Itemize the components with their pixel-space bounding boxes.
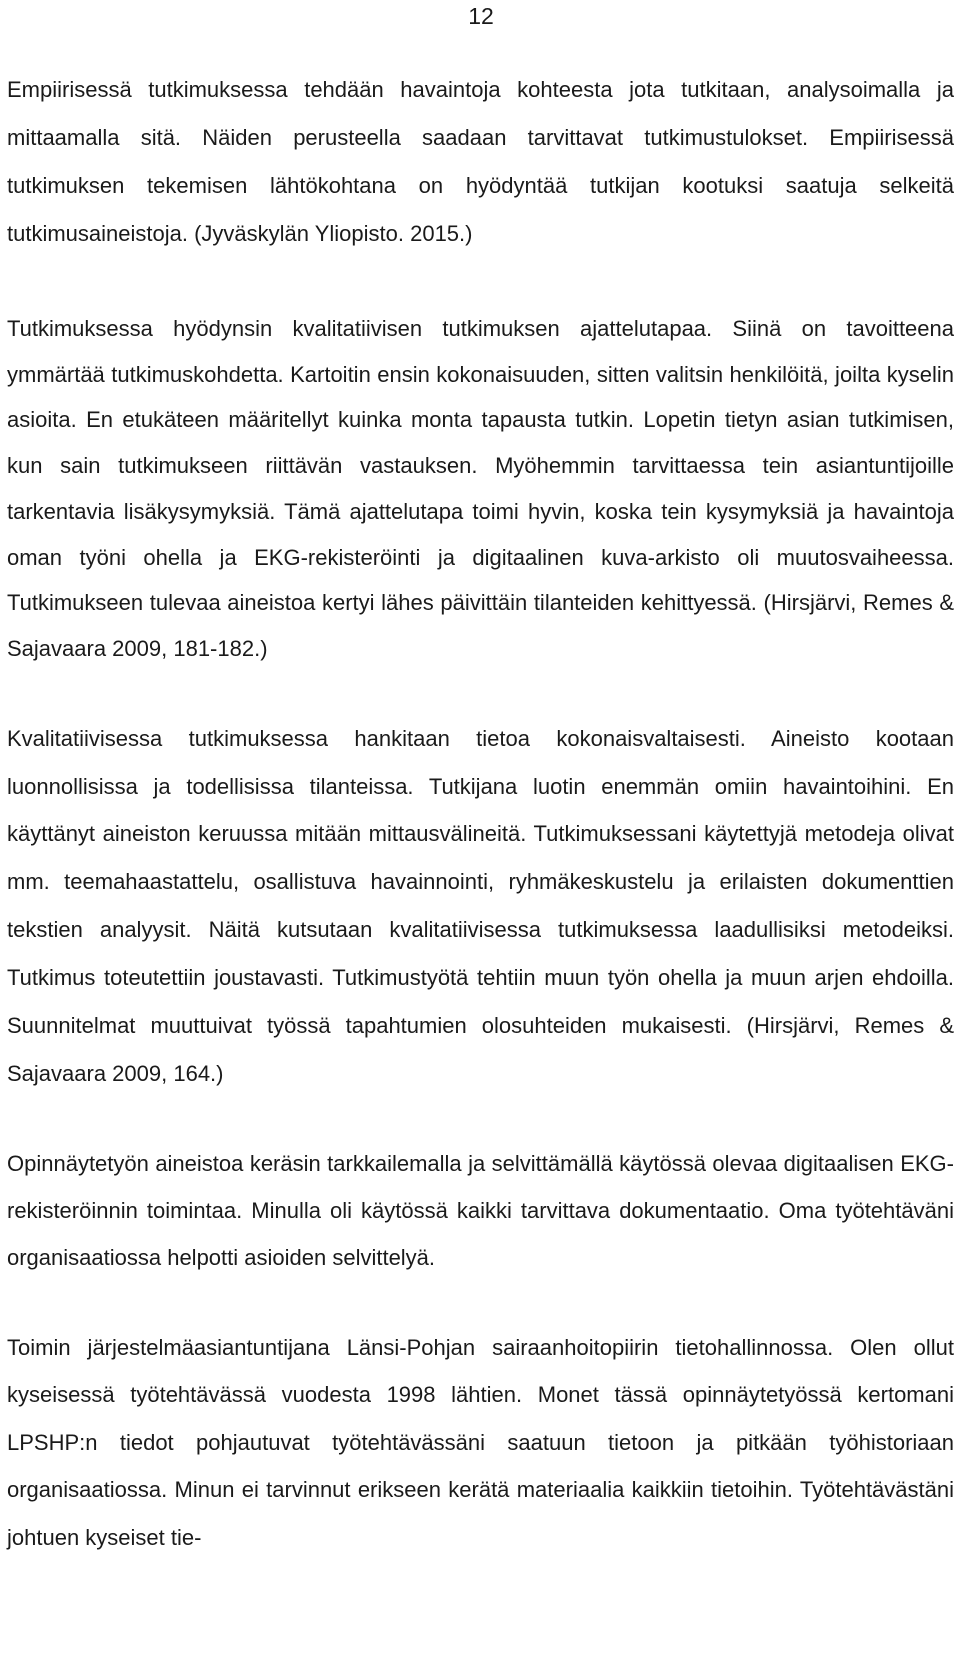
page-number: 12	[468, 3, 494, 29]
paragraph-material-collection: Opinnäytetyön aineistoa keräsin tarkkailemalla ja selvittämällä käytössä olevaa digitaalisen EKG-rekisteröinnin toimintaa. Minulla oli käytössä kaikki tarvittava dokumentaatio. Oma työtehtäväni organisaatiossa helpotti asioiden selvittelyä.	[7, 1150, 954, 1270]
paragraph-empirical-research: Empiirisessä tutkimuksessa tehdään havaintoja kohteesta jota tutkitaan, analysoimalla ja mittaamalla sitä. Näiden perusteella saadaan tarvittavat tutkimustulokset. Empiirisessä tutkimuksen tekemisen lähtökohtana on hyödyntää tutkijan kootuksi saatuja selkeitä tutkimusaineistoja. (Jyväskylän Yliopisto. 2015.)	[7, 77, 954, 246]
paragraph-author-role: Toimin järjestelmäasiantuntijana Länsi-Pohjan sairaanhoitopiirin tietohallinnossa. Olen ollut kyseisessä työtehtävässä vuodesta 1998 lähtien. Monet tässä opinnäytetyössä kertomani LPSHP:n tiedot pohjautuvat työtehtävässäni saatuun tietoon ja pitkään työhistoriaan organisaatiossa. Minun ei tarvinnut erikseen kerätä materiaalia kaikkiin tietoihin. Työtehtävästäni johtuen kyseiset tie-	[7, 1334, 954, 1550]
paragraph-qualitative-approach: Tutkimuksessa hyödynsin kvalitatiivisen tutkimuksen ajattelutapaa. Siinä on tavoitteena ymmärtää tutkimuskohdetta. Kartoitin ensin kokonaisuuden, sitten valitsin henkilöitä, joilta kyselin asioita. En etukäteen määritellyt kuinka monta tapausta tutkin. Lopetin tietyn asian tutkimisen, kun sain tutkimukseen riittävän vastauksen. Myöhemmin tarvittaessa tein asiantuntijoille tarkentavia lisäkysymyksiä. Tämä ajattelutapa toimi hyvin, koska tein kysymyksiä ja havaintoja oman työni ohella ja EKG-rekisteröinti ja digitaalinen kuva-arkisto oli muutosvaiheessa. Tutkimukseen tulevaa aineistoa kertyi lähes päivittäin tilanteiden kehittyessä. (Hirsjärvi, Remes & Sajavaara 2009, 181-182.)	[7, 316, 954, 661]
body-text	[7, 77, 954, 1561]
paragraph-qualitative-methods: Kvalitatiivisessa tutkimuksessa hankitaan tietoa kokonaisvaltaisesti. Aineisto kootaan luonnollisissa ja todellisissa tilanteissa. Tutkijana luotin enemmän omiin havaintoihini. En käyttänyt aineiston keruussa mitään mittausvälineitä. Tutkimuksessani käytettyjä metodeja olivat mm. teemahaastattelu, osallistuva havainnointi, ryhmäkeskustelu ja erilaisten dokumenttien tekstien analyysit. Näitä kutsutaan kvalitatiivisessa tutkimuksessa laadullisiksi metodeiksi. Tutkimus toteutettiin joustavasti. Tutkimustyötä tehtiin muun työn ohella ja muun arjen ehdoilla. Suunnitelmat muuttuivat työssä tapahtumien olosuhteiden mukaisesti. (Hirsjärvi, Remes & Sajavaara 2009, 164.)	[7, 725, 954, 1086]
